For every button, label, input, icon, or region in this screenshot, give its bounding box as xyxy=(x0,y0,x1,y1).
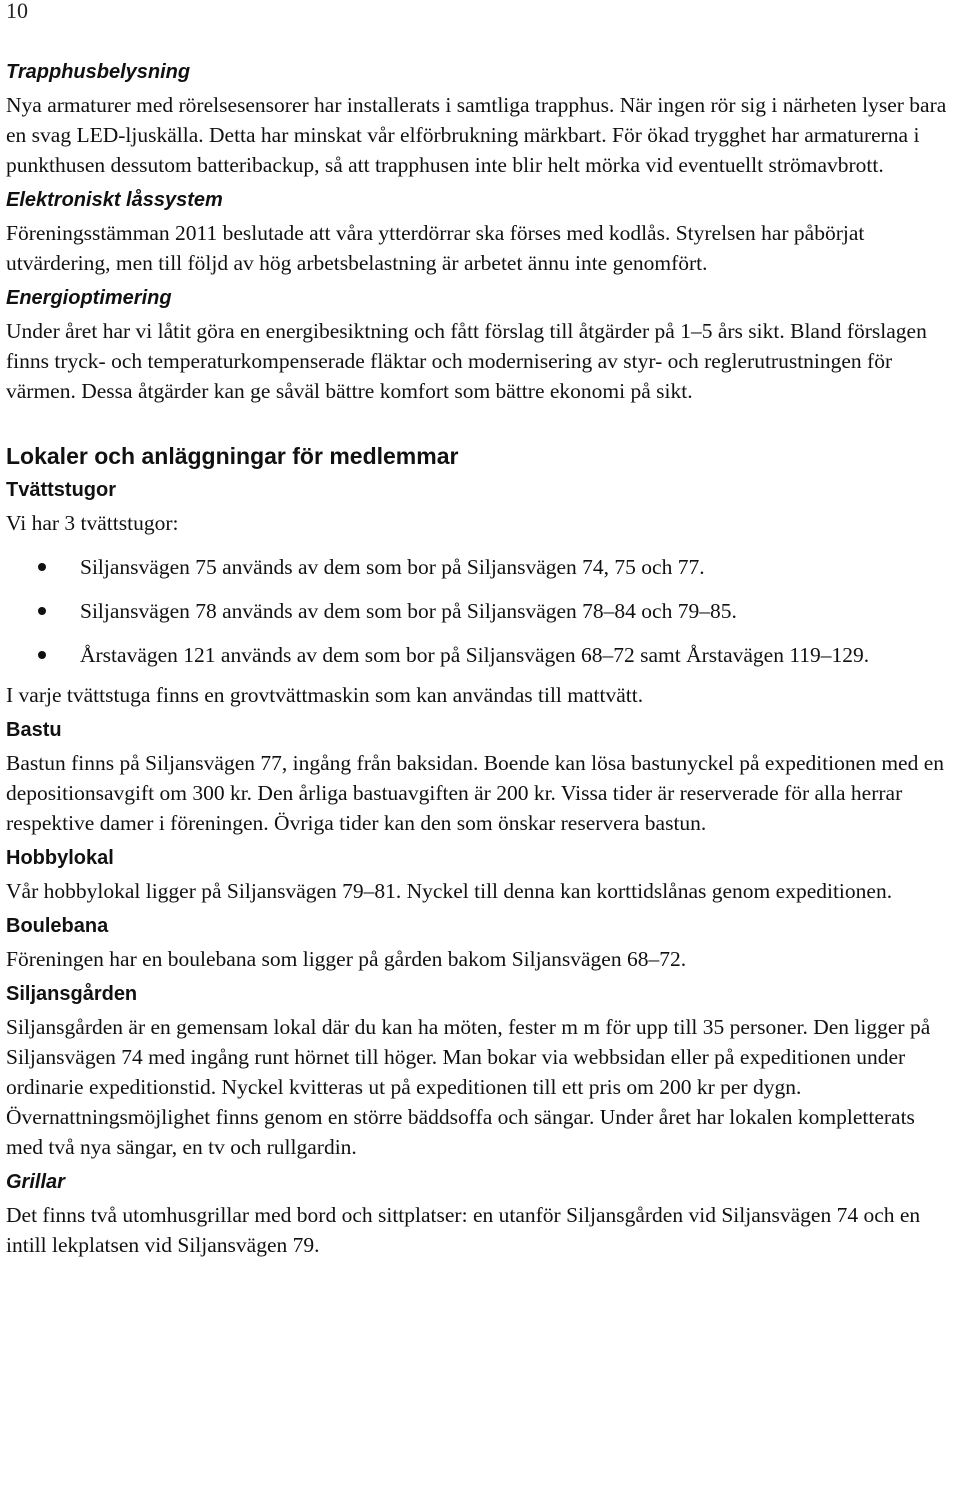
chapter-heading: Lokaler och anläggningar för medlemmar xyxy=(6,443,459,469)
section-bastu xyxy=(6,718,954,838)
bullet-icon xyxy=(38,651,46,659)
section-heading: Hobbylokal xyxy=(6,847,114,869)
section-heading: Tvättstugor xyxy=(6,479,116,501)
section-heading: Siljansgården xyxy=(6,983,138,1005)
list-item: Årstavägen 121 används av dem som bor på Siljansvägen 68–72 samt Årstavägen 119–129. xyxy=(6,640,954,670)
section-text: Vår hobbylokal ligger på Siljansvägen 79–81. Nyckel till denna kan korttidslånas genom expeditionen. xyxy=(6,879,893,903)
section-heading: Bastu xyxy=(6,719,62,741)
section-trapphusbelysning xyxy=(6,60,954,180)
section-text: Under året har vi låtit göra en energibesiktning och fått förslag till åtgärder på 1–5 års sikt. Bland förslagen finns tryck- och temperaturkompenserade fläktar och modernisering av styr- och reglerutrustningen för värmen. Dessa åtgärder kan ge såväl bättre komfort som bättre ekonomi på sikt. xyxy=(6,319,927,403)
list-item: Siljansvägen 75 används av dem som bor på Siljansvägen 74, 75 och 77. xyxy=(6,552,954,582)
section-siljansgarden xyxy=(6,982,954,1162)
section-heading: Boulebana xyxy=(6,915,109,937)
section-text: Bastun finns på Siljansvägen 77, ingång från baksidan. Boende kan lösa bastunyckel på expeditionen med en depositionsavgift om 300 kr. Den årliga bastuavgiften är 200 kr. Vissa tider är reserverade för alla herrar respektive damer i föreningen. Övriga tider kan den som önskar reservera bastun. xyxy=(6,751,945,835)
section-energioptimering xyxy=(6,286,954,406)
section-tvattstugor xyxy=(6,478,954,710)
section-grillar xyxy=(6,1170,954,1260)
section-heading: Elektroniskt låssystem xyxy=(6,189,223,211)
section-heading: Grillar xyxy=(6,1171,65,1193)
page-content xyxy=(6,60,954,1260)
page-number: 10 xyxy=(6,0,28,23)
section-lassystem xyxy=(6,188,954,278)
section-heading: Energioptimering xyxy=(6,287,172,309)
list-item: Siljansvägen 78 används av dem som bor på Siljansvägen 78–84 och 79–85. xyxy=(6,596,954,626)
section-text: Det finns två utomhusgrillar med bord och sittplatser: en utanför Siljansgården vid Siljansvägen 74 och en intill lekplatsen vid Siljansvägen 79. xyxy=(6,1203,921,1257)
section-text: Föreningen har en boulebana som ligger på gården bakom Siljansvägen 68–72. xyxy=(6,947,687,971)
section-intro: Vi har 3 tvättstugor: xyxy=(6,511,179,535)
section-boulebana xyxy=(6,914,954,974)
bullet-icon xyxy=(38,563,46,571)
section-outro: I varje tvättstuga finns en grovtvättmaskin som kan användas till mattvätt. xyxy=(6,683,644,707)
laundry-list xyxy=(6,552,954,670)
section-text: Siljansgården är en gemensam lokal där du kan ha möten, fester m m för upp till 35 personer. Den ligger på Siljansvägen 74 med ingång runt hörnet till höger. Man bokar via webbsidan eller på expeditionen under ordinarie expeditionstid. Nyckel kvitteras ut på expeditionen till ett pris om 200 kr per dygn. Övernattningsmöjlighet finns genom en större bäddsoffa och sängar. Under året har lokalen kompletterats med två nya sängar, en tv och rullgardin. xyxy=(6,1015,931,1159)
section-text: Föreningsstämman 2011 beslutade att våra ytterdörrar ska förses med kodlås. Styrelsen har påbörjat utvärdering, men till följd av hög arbetsbelastning är arbetet ännu inte genomfört. xyxy=(6,221,865,275)
section-heading: Trapphusbelysning xyxy=(6,61,191,83)
bullet-icon xyxy=(38,607,46,615)
section-text: Nya armaturer med rörelsesensorer har installerats i samtliga trapphus. När ingen rör sig i närheten lyser bara en svag LED-ljuskälla. Detta har minskat vår elförbrukning märkbart. För ökad trygghet har armaturerna i punkthusen dessutom batteribackup, så att trapphusen inte blir helt mörka vid eventuellt strömavbrott. xyxy=(6,93,947,177)
section-hobbylokal xyxy=(6,846,954,906)
